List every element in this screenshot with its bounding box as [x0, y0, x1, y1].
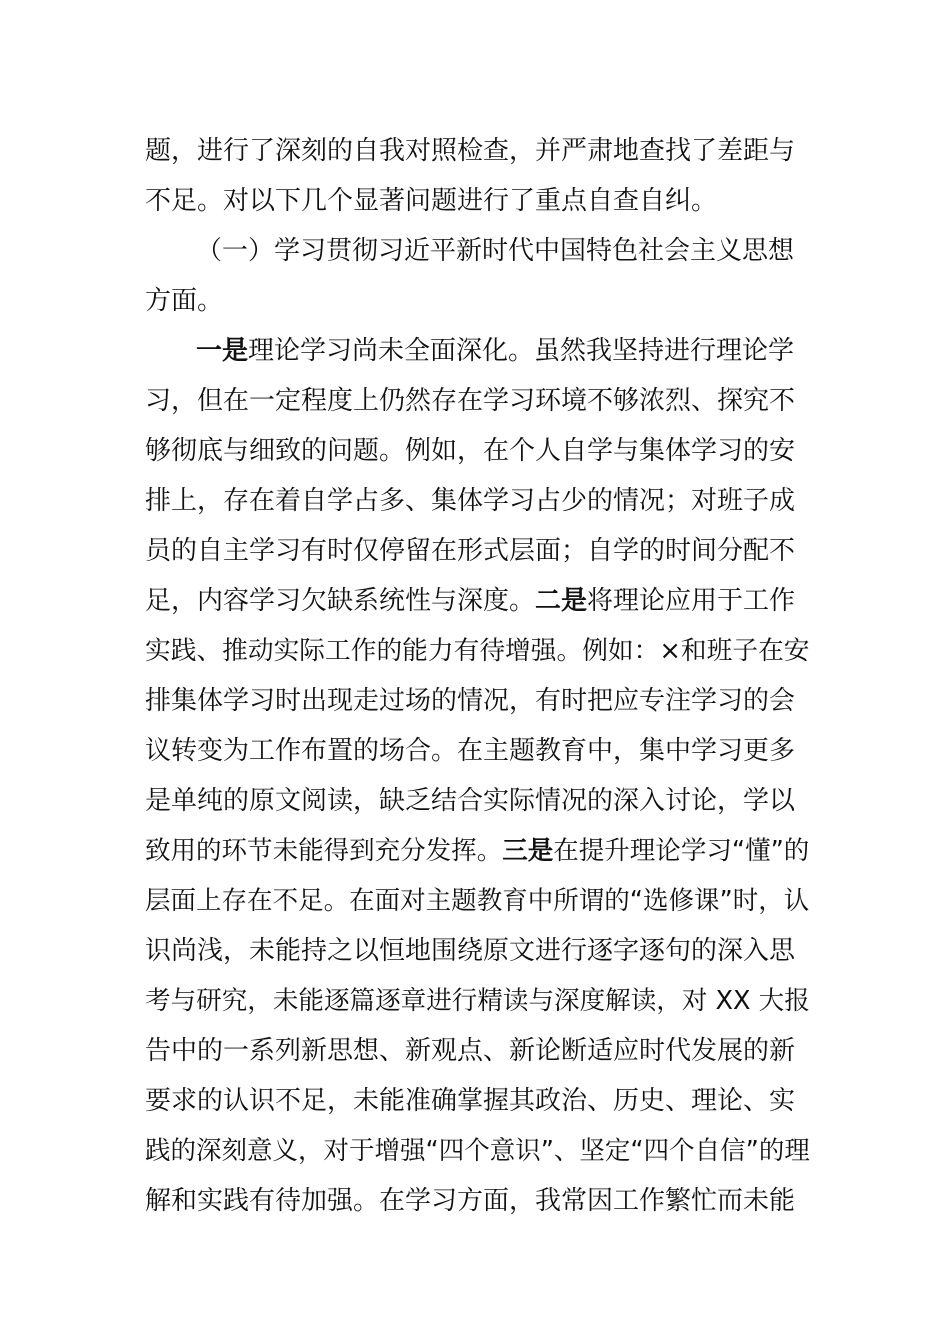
text-segment: 层面上存在不足。在面对主题教育中所谓的“选修课”时，认	[145, 886, 810, 916]
text-line	[145, 876, 810, 926]
text-segment: 题，进行了深刻的自我对照检查，并严肃地查找了差距与	[145, 136, 796, 166]
text-line	[145, 1076, 810, 1126]
text-line	[145, 926, 810, 976]
text-line	[145, 1126, 810, 1176]
text-line	[145, 776, 810, 826]
bold-marker: 二是	[535, 586, 588, 616]
text-line	[196, 326, 810, 376]
text-segment: 足，内容学习欠缺系统性与深度。	[145, 586, 536, 616]
text-segment: 习，但在一定程度上仍然存在学习环境不够浓烈、探究不	[145, 386, 796, 416]
bold-marker: 一是	[196, 336, 249, 366]
text-line	[145, 1026, 810, 1076]
text-line	[145, 626, 810, 676]
section-heading	[196, 226, 810, 276]
text-segment: 员的自主学习有时仅停留在形式层面；自学的时间分配不	[145, 536, 796, 566]
text-segment: 解和实践有待加强。在学习方面，我常因工作繁忙而未能	[145, 1186, 796, 1216]
text-segment: 践的深刻意义，对于增强“四个意识”、坚定“四个自信”的理	[145, 1136, 810, 1166]
text-segment: 是单纯的原文阅读，缺乏结合实际情况的深入讨论，学以	[145, 786, 796, 816]
text-line	[145, 276, 810, 326]
text-line	[145, 826, 810, 876]
text-segment: 不足。对以下几个显著问题进行了重点自查自纠。	[145, 186, 718, 216]
text-line	[145, 126, 810, 176]
text-line	[145, 726, 810, 776]
text-segment: 要求的认识不足，未能准确掌握其政治、历史、理论、实	[145, 1086, 796, 1116]
text-line	[145, 426, 810, 476]
text-line	[145, 176, 810, 226]
text-segment: （一）学习贯彻习近平新时代中国特色社会主义思想	[196, 236, 795, 266]
text-segment: 够彻底与细致的问题。例如，在个人自学与集体学习的安	[145, 436, 796, 466]
text-segment: 实践、推动实际工作的能力有待增强。例如：×和班子在安	[145, 636, 810, 666]
text-segment: 在提升理论学习“懂”的	[553, 836, 810, 866]
text-segment: 告中的一系列新思想、新观点、新论断适应时代发展的新	[145, 1036, 796, 1066]
text-line	[145, 1176, 810, 1226]
text-segment: 方面。	[145, 286, 224, 316]
text-segment: 排上，存在着自学占多、集体学习占少的情况；对班子成	[145, 486, 796, 516]
text-segment: 议转变为工作布置的场合。在主题教育中，集中学习更多	[145, 736, 796, 766]
text-segment: 排集体学习时出现走过场的情况，有时把应专注学习的会	[145, 686, 796, 716]
text-segment: 致用的环节未能得到充分发挥。	[145, 836, 503, 866]
text-segment: 将理论应用于工作	[587, 586, 796, 616]
text-segment: 理论学习尚未全面深化。虽然我坚持进行理论学	[248, 336, 795, 366]
text-line	[145, 526, 810, 576]
text-line	[145, 476, 810, 526]
text-line	[145, 376, 810, 426]
text-line	[145, 976, 810, 1026]
text-segment: 考与研究，未能逐篇逐章进行精读与深度解读，对 XX 大报	[145, 986, 810, 1016]
text-segment: 识尚浅，未能持之以恒地围绕原文进行逐字逐句的深入思	[145, 936, 796, 966]
text-line	[145, 676, 810, 726]
text-line	[145, 576, 810, 626]
bold-marker: 三是	[502, 836, 554, 866]
